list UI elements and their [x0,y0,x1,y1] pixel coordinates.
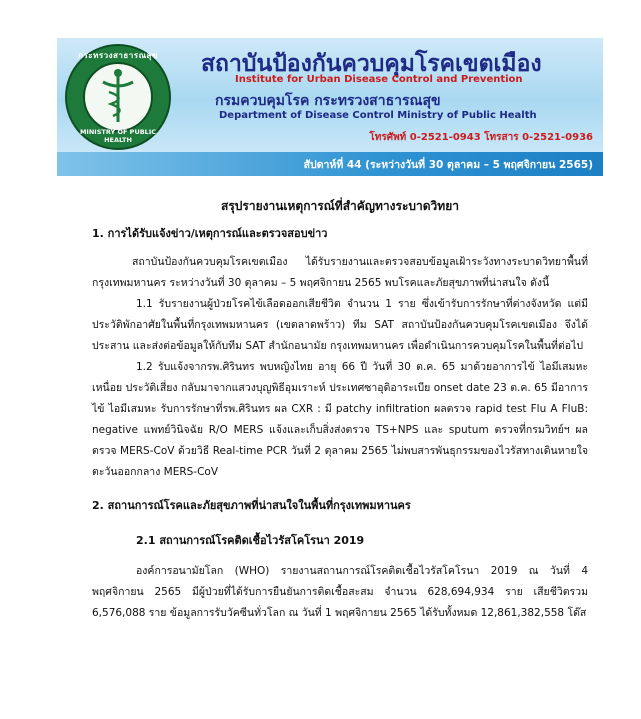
seal-emblem [83,62,153,132]
document-body [92,196,588,624]
contact-info: โทรศัพท์ 0-2521-0943 โทรสาร 0-2521-0936 [369,132,593,143]
section-2-heading: 2. สถานการณ์โรคและภัยสุขภาพที่น่าสนใจในพื้นที่กรุงเทพมหานคร [92,499,411,512]
section-1-heading: 1. การได้รับแจ้งข่าว/เหตุการณ์และตรวจสอบข่าว [92,227,328,240]
week-label: สัปดาห์ที่ 44 (ระหว่างวันที่ 30 ตุลาคม – 5 พฤศจิกายน 2565) [303,159,593,171]
institute-name-thai: สถาบันป้องกันควบคุมโรคเขตเมือง [201,50,542,77]
document-title: สรุปรายงานเหตุการณ์ที่สำคัญทางระบาดวิทยา [221,199,459,213]
seal-bottom-text: MINISTRY OF PUBLIC HEALTH [79,128,157,144]
department-name-thai: กรมควบคุมโรค กระทรวงสาธารณสุข [215,93,441,109]
header-banner [57,38,603,176]
ministry-seal-icon [65,44,171,150]
department-name-english: Department of Disease Control Ministry of Public Health [219,110,537,121]
institute-name-english: Institute for Urban Disease Control and Prevention [235,74,523,85]
section-2-1-heading: 2.1 สถานการณ์โรคติดเชื้อไวรัสโคโรนา 2019 [136,534,365,547]
section-1-2-text: 1.2 รับแจ้งจากรพ.ศิรินทร พบหญิงไทย อายุ 66 ปี วันที่ 30 ต.ค. 65 มาด้วยอาการไข้ ไอมีเสมหะ เหนื่อย ประวัติเสี่ยง กลับมาจากแสวงบุญพิธีอุมเราะห์ ประเทศซาอุดิอาระเบีย onset date 23 ต.ค. 65 มีอาการไข้ ไอมีเสมหะ รับการรักษาที่รพ.ศิรินทร ผล CXR : มี patchy infiltration ผลตรวจ rapid test Flu A FluB: negative แพทย์วินิจฉัย R/O MERS แจ้งและเก็บสิ่งส่งตรวจ TS+NPS และ sputum ตรวจที่กรมวิทย์ฯ ผลตรวจ MERS-CoV ด้วยวิธี Real-time PCR วันที่ 2 ตุลาคม 2565 ไม่พบสารพันธุกรรมของไวรัสทางเดินหายใจตะวันออกกลาง MERS-CoV [92,361,588,478]
section-2-1-text: องค์การอนามัยโลก (WHO) รายงานสถานการณ์โรคติดเชื้อไวรัสโคโรนา 2019 ณ วันที่ 4 พฤศจิกายน 2565 มีผู้ป่วยที่ได้รับการยืนยันการติดเชื้อสะสม จำนวน 628,694,934 ราย เสียชีวิตรวม 6,576,088 ราย ข้อมูลการรับวัคซีนทั่วโลก ณ วันที่ 1 พฤศจิกายน 2565 ได้รับทั้งหมด 12,861,382,558 โด๊ส [92,565,588,619]
section-1-intro: สถาบันป้องกันควบคุมโรคเขตเมือง ได้รับรายงานและตรวจสอบข้อมูลเฝ้าระวังทางระบาดวิทยาพื้นที่กรุงเทพมหานคร ระหว่างวันที่ 30 ตุลาคม – 5 พฤศจิกายน 2565 พบโรคและภัยสุขภาพที่น่าสนใจ ดังนี้ [92,256,588,289]
section-1-1-text: 1.1 รับรายงานผู้ป่วยโรคไข้เลือดออกเสียชีวิต จำนวน 1 ราย ซึ่งเข้ารับการรักษาที่ต่างจังหวัด แต่มีประวัติพักอาศัยในพื้นที่กรุงเทพมหานคร (เขตลาดพร้าว) ทีม SAT สถาบันป้องกันควบคุมโรคเขตเมือง จึงได้ประสาน และส่งต่อข้อมูลให้กับทีม SAT สำนักอนามัย กรุงเทพมหานคร เพื่อดำเนินการควบคุมโรคในพื้นที่ต่อไป [92,298,588,352]
caduceus-icon [85,64,151,130]
seal-top-text: กระทรวงสาธารณสุข [78,51,158,60]
